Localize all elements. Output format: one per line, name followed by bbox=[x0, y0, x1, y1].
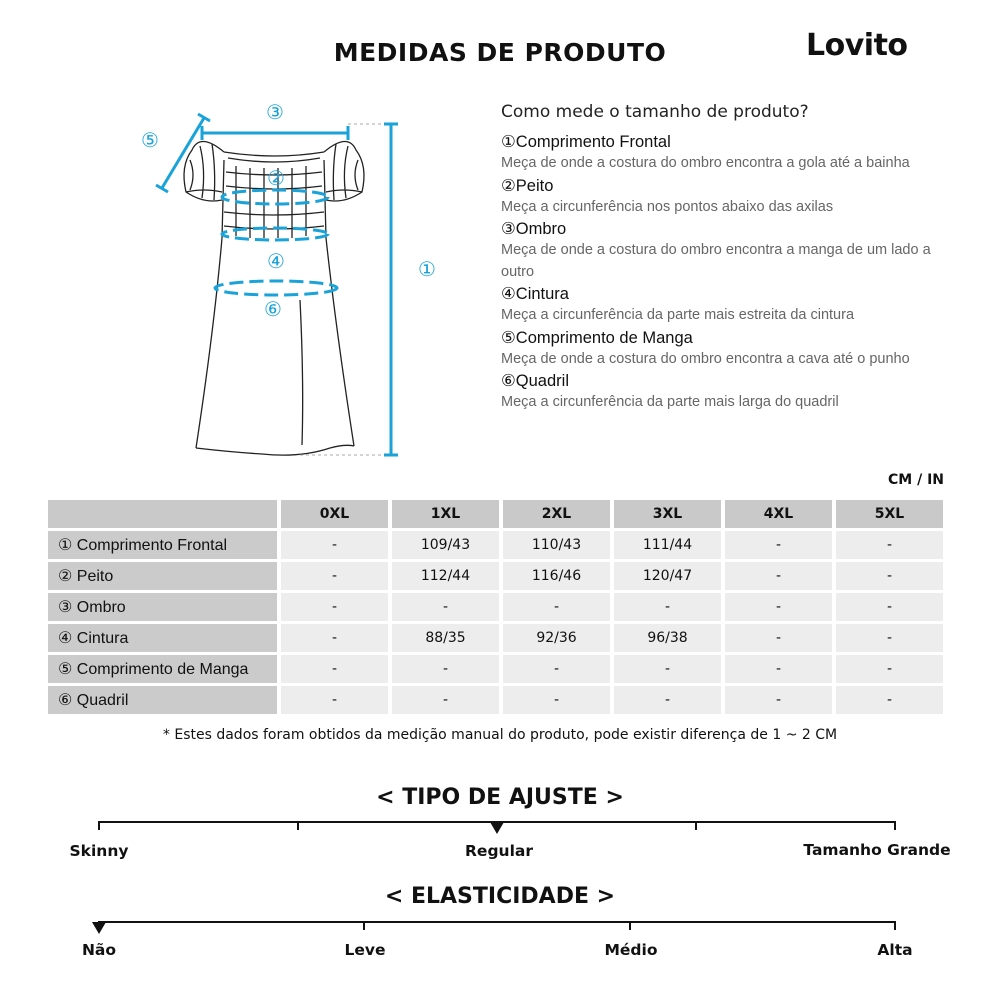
instruction-title: ③Ombro bbox=[501, 220, 567, 238]
table-cell: - bbox=[281, 655, 388, 683]
brand-logo: Lovito bbox=[806, 28, 908, 63]
table-cell: - bbox=[725, 562, 832, 590]
label-6: ⑥ bbox=[264, 297, 282, 321]
table-cell: - bbox=[725, 655, 832, 683]
elasticity-title: < ELASTICIDADE > bbox=[384, 884, 616, 909]
row-label: ③ Ombro bbox=[48, 593, 277, 621]
table-row bbox=[48, 655, 943, 683]
measurement-instructions bbox=[501, 102, 951, 415]
label-5: ⑤ bbox=[141, 128, 159, 152]
page-title: MEDIDAS DE PRODUTO bbox=[333, 38, 667, 67]
instruction-desc: Meça a circunferência da parte mais estreita da cintura bbox=[501, 307, 855, 323]
fit-label-large: Tamanho Grande bbox=[803, 841, 951, 859]
table-header-row bbox=[48, 500, 943, 528]
table-cell: - bbox=[392, 593, 499, 621]
table-cell: - bbox=[725, 686, 832, 714]
instruction-desc: Meça a circunferência nos pontos abaixo das axilas bbox=[501, 198, 834, 215]
elasticity-scale-line bbox=[98, 921, 896, 923]
instruction-desc: Meça de onde a costura do ombro encontra a manga de um lado a outro bbox=[501, 242, 931, 280]
elasticity-scale-tick bbox=[629, 921, 631, 930]
table-cell: 112/44 bbox=[392, 562, 499, 590]
table-header-blank bbox=[48, 500, 277, 528]
table-header-size: 1XL bbox=[392, 500, 499, 528]
elasticity-label-medium: Médio bbox=[604, 941, 658, 959]
size-table bbox=[44, 497, 947, 717]
row-label: ④ Cintura bbox=[48, 624, 277, 652]
label-2: ② bbox=[267, 166, 285, 190]
elasticity-selected-marker bbox=[92, 922, 106, 934]
instructions-list bbox=[501, 132, 951, 414]
table-cell: - bbox=[503, 593, 610, 621]
table-cell: 120/47 bbox=[614, 562, 721, 590]
table-cell: - bbox=[503, 655, 610, 683]
table-cell: - bbox=[836, 624, 943, 652]
table-cell: - bbox=[392, 655, 499, 683]
table-cell: 92/36 bbox=[503, 624, 610, 652]
instruction-item bbox=[501, 284, 951, 327]
row-label: ① Comprimento Frontal bbox=[48, 531, 277, 559]
table-cell: - bbox=[836, 562, 943, 590]
fit-scale-tick bbox=[98, 821, 100, 830]
fit-label-regular: Regular bbox=[465, 842, 533, 860]
fit-label-skinny: Skinny bbox=[69, 842, 129, 860]
footnote: * Estes dados foram obtidos da medição manual do produto, pode existir diferença de 1 ~ 2 CM bbox=[162, 727, 838, 743]
table-header-size: 2XL bbox=[503, 500, 610, 528]
label-4: ④ bbox=[267, 249, 285, 273]
table-cell: - bbox=[614, 593, 721, 621]
elasticity-label-light: Leve bbox=[344, 941, 386, 959]
table-header-size: 4XL bbox=[725, 500, 832, 528]
table-row bbox=[48, 593, 943, 621]
fit-scale-tick bbox=[894, 821, 896, 830]
table-header-size: 3XL bbox=[614, 500, 721, 528]
table-row bbox=[48, 686, 943, 714]
unit-label: CM / IN bbox=[888, 472, 944, 488]
table-row bbox=[48, 562, 943, 590]
table-cell: 110/43 bbox=[503, 531, 610, 559]
instruction-desc: Meça de onde a costura do ombro encontra a gola até a bainha bbox=[501, 155, 910, 171]
instruction-title: ②Peito bbox=[501, 176, 554, 195]
table-cell: - bbox=[725, 624, 832, 652]
row-label: ② Peito bbox=[48, 562, 277, 590]
table-header-size: 5XL bbox=[836, 500, 943, 528]
table-cell: - bbox=[281, 531, 388, 559]
instructions-heading: Como mede o tamanho de produto? bbox=[501, 102, 809, 122]
instruction-item bbox=[501, 176, 951, 219]
fit-selected-marker bbox=[490, 822, 504, 834]
instruction-item bbox=[501, 371, 951, 414]
table-cell: 116/46 bbox=[503, 562, 610, 590]
table-cell: - bbox=[836, 593, 943, 621]
elasticity-scale-tick bbox=[894, 921, 896, 930]
table-cell: - bbox=[281, 686, 388, 714]
table-cell: 96/38 bbox=[614, 624, 721, 652]
table-cell: - bbox=[836, 531, 943, 559]
table-cell: - bbox=[614, 655, 721, 683]
guide-lines bbox=[300, 124, 398, 455]
instruction-item bbox=[501, 328, 951, 371]
fit-scale-tick bbox=[695, 821, 697, 830]
table-row bbox=[48, 531, 943, 559]
table-cell: 111/44 bbox=[614, 531, 721, 559]
table-cell: - bbox=[836, 686, 943, 714]
table-cell: - bbox=[836, 655, 943, 683]
instruction-title: ④Cintura bbox=[501, 285, 569, 303]
instruction-item bbox=[501, 132, 951, 175]
table-cell: 109/43 bbox=[392, 531, 499, 559]
table-cell: - bbox=[281, 593, 388, 621]
instruction-title: ①Comprimento Frontal bbox=[501, 133, 671, 151]
elasticity-label-high: Alta bbox=[877, 941, 913, 959]
instruction-desc: Meça a circunferência da parte mais larga do quadril bbox=[501, 394, 839, 410]
table-cell: - bbox=[281, 624, 388, 652]
fit-type-title: < TIPO DE AJUSTE > bbox=[376, 785, 624, 810]
table-cell: - bbox=[503, 686, 610, 714]
table-cell: - bbox=[614, 686, 721, 714]
row-label: ⑤ Comprimento de Manga bbox=[48, 655, 277, 683]
table-cell: - bbox=[725, 531, 832, 559]
table-cell: 88/35 bbox=[392, 624, 499, 652]
dress-measurement-diagram bbox=[120, 92, 460, 472]
table-cell: - bbox=[725, 593, 832, 621]
label-3: ③ bbox=[266, 100, 284, 124]
instruction-item bbox=[501, 219, 951, 283]
elasticity-label-none: Não bbox=[81, 941, 117, 959]
fit-scale-tick bbox=[297, 821, 299, 830]
row-label: ⑥ Quadril bbox=[48, 686, 277, 714]
table-cell: - bbox=[281, 562, 388, 590]
instruction-title: ⑤Comprimento de Manga bbox=[501, 328, 693, 347]
elasticity-scale-tick bbox=[363, 921, 365, 930]
label-1: ① bbox=[418, 257, 436, 281]
instruction-desc: Meça de onde a costura do ombro encontra a cava até o punho bbox=[501, 350, 910, 367]
instruction-title: ⑥Quadril bbox=[501, 372, 569, 390]
table-cell: - bbox=[392, 686, 499, 714]
table-header-size: 0XL bbox=[281, 500, 388, 528]
table-row bbox=[48, 624, 943, 652]
